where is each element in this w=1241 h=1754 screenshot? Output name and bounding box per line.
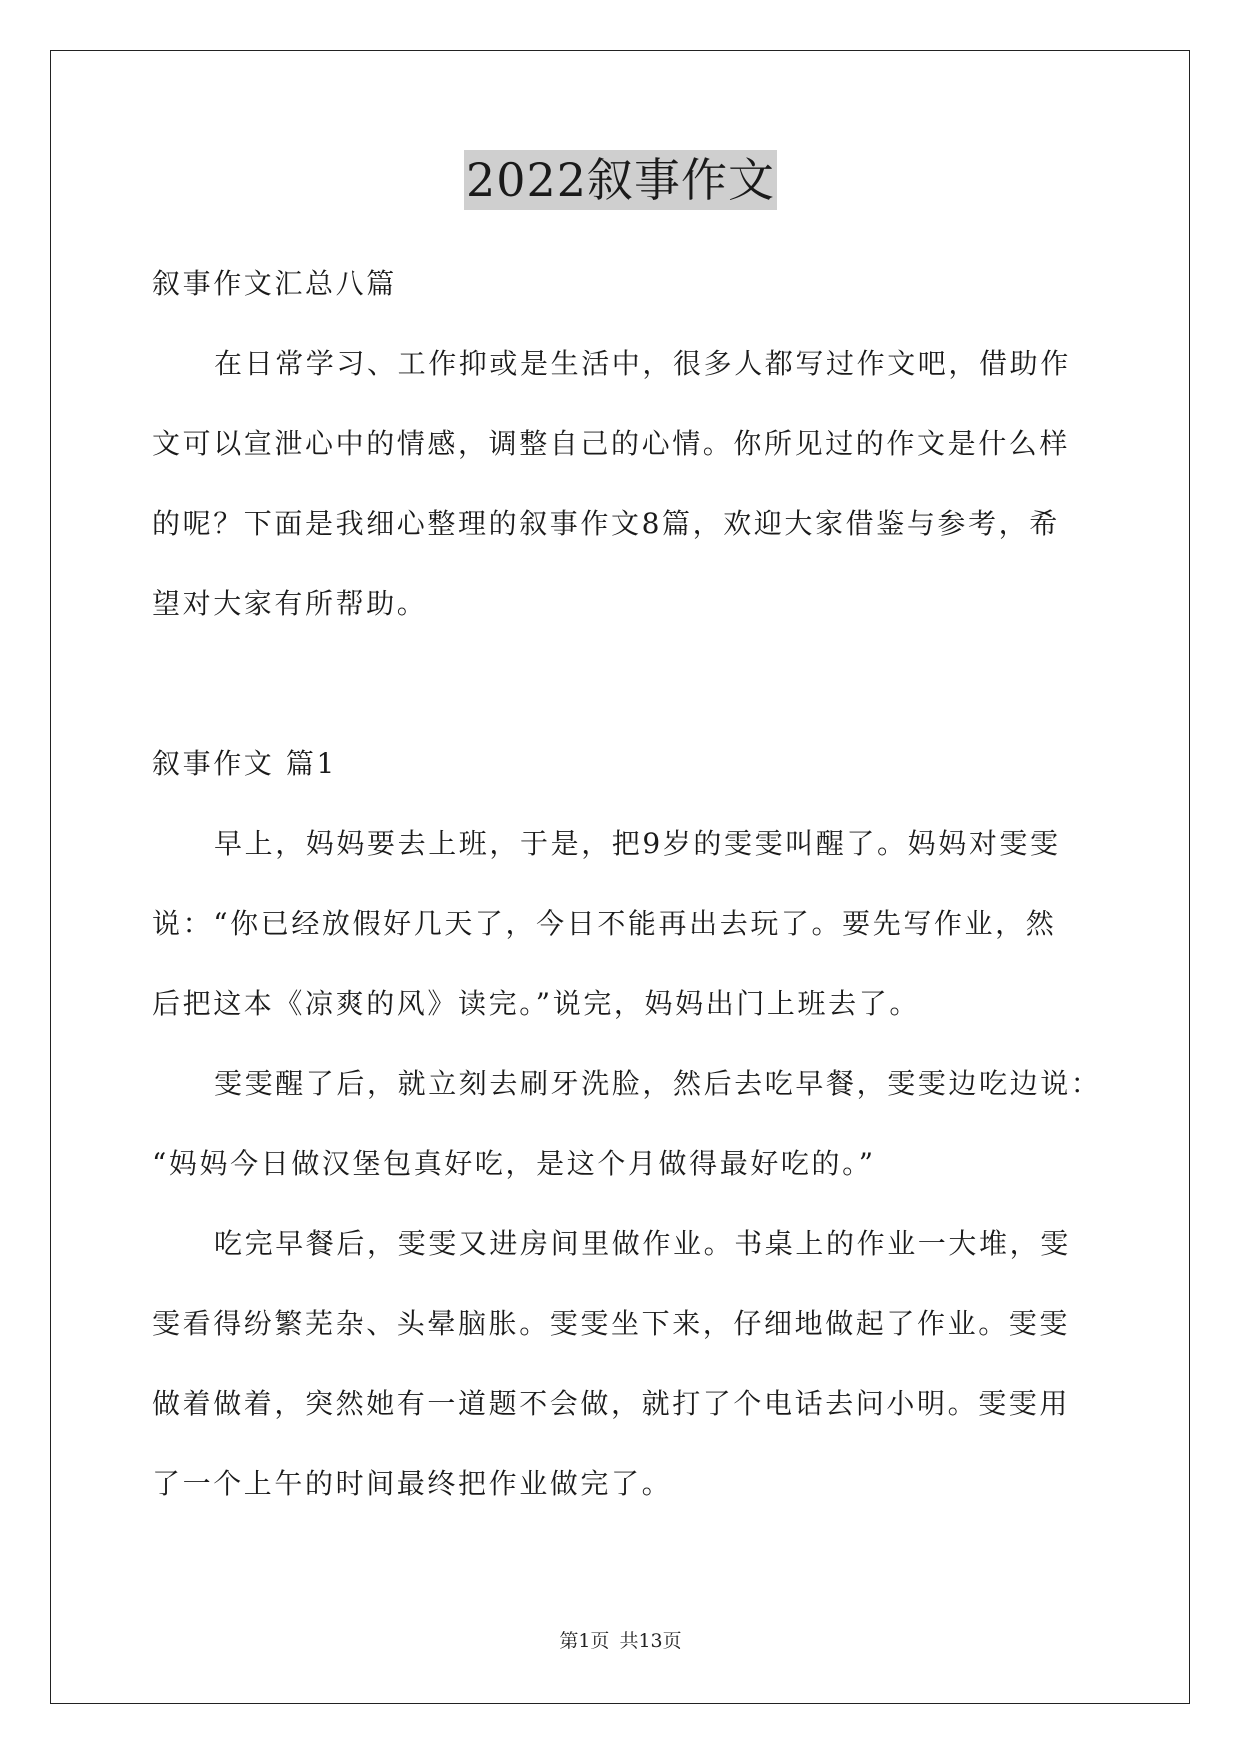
title-area xyxy=(0,150,1241,210)
paragraph-line: 雯雯醒了后，就立刻去刷牙洗脸，然后去吃早餐，雯雯边吃边说： xyxy=(214,1067,1102,1100)
subtitle: 叙事作文汇总八篇 xyxy=(152,267,397,300)
intro-line: 在日常学习、工作抑或是生活中，很多人都写过作文吧，借助作 xyxy=(214,347,1071,380)
intro-line: 的呢？下面是我细心整理的叙事作文8篇，欢迎大家借鉴与参考，希 xyxy=(152,507,1060,540)
section-heading: 叙事作文 篇1 xyxy=(152,747,337,780)
paragraph-line: 吃完早餐后，雯雯又进房间里做作业。书桌上的作业一大堆，雯 xyxy=(214,1227,1071,1260)
paragraph-line: 雯看得纷繁芜杂、头晕脑胀。雯雯坐下来，仔细地做起了作业。雯雯 xyxy=(152,1307,1071,1340)
paragraph-line: 做着做着，突然她有一道题不会做，就打了个电话去问小明。雯雯用 xyxy=(152,1387,1071,1420)
document-title: 2022叙事作文 xyxy=(464,150,777,210)
page-number: 第1页 xyxy=(559,1630,610,1652)
spacer xyxy=(152,644,1092,724)
page-footer xyxy=(0,1626,1241,1653)
paragraph-line: 早上，妈妈要去上班，于是，把9岁的雯雯叫醒了。妈妈对雯雯 xyxy=(214,827,1061,860)
paragraph-line: 后把这本《凉爽的风》读完。”说完，妈妈出门上班去了。 xyxy=(152,987,920,1020)
paragraph-line: 了一个上午的时间最终把作业做完了。 xyxy=(152,1467,673,1500)
intro-line: 文可以宣泄心中的情感，调整自己的心情。你所见过的作文是什么样 xyxy=(152,427,1071,460)
document-body xyxy=(152,244,1102,1524)
intro-line: 望对大家有所帮助。 xyxy=(152,587,428,620)
paragraph-line: 说：“你已经放假好几天了，今日不能再出去玩了。要先写作业，然 xyxy=(152,907,1057,940)
total-pages: 共13页 xyxy=(619,1630,682,1652)
paragraph-line: “妈妈今日做汉堡包真好吃，是这个月做得最好吃的。” xyxy=(152,1147,876,1180)
